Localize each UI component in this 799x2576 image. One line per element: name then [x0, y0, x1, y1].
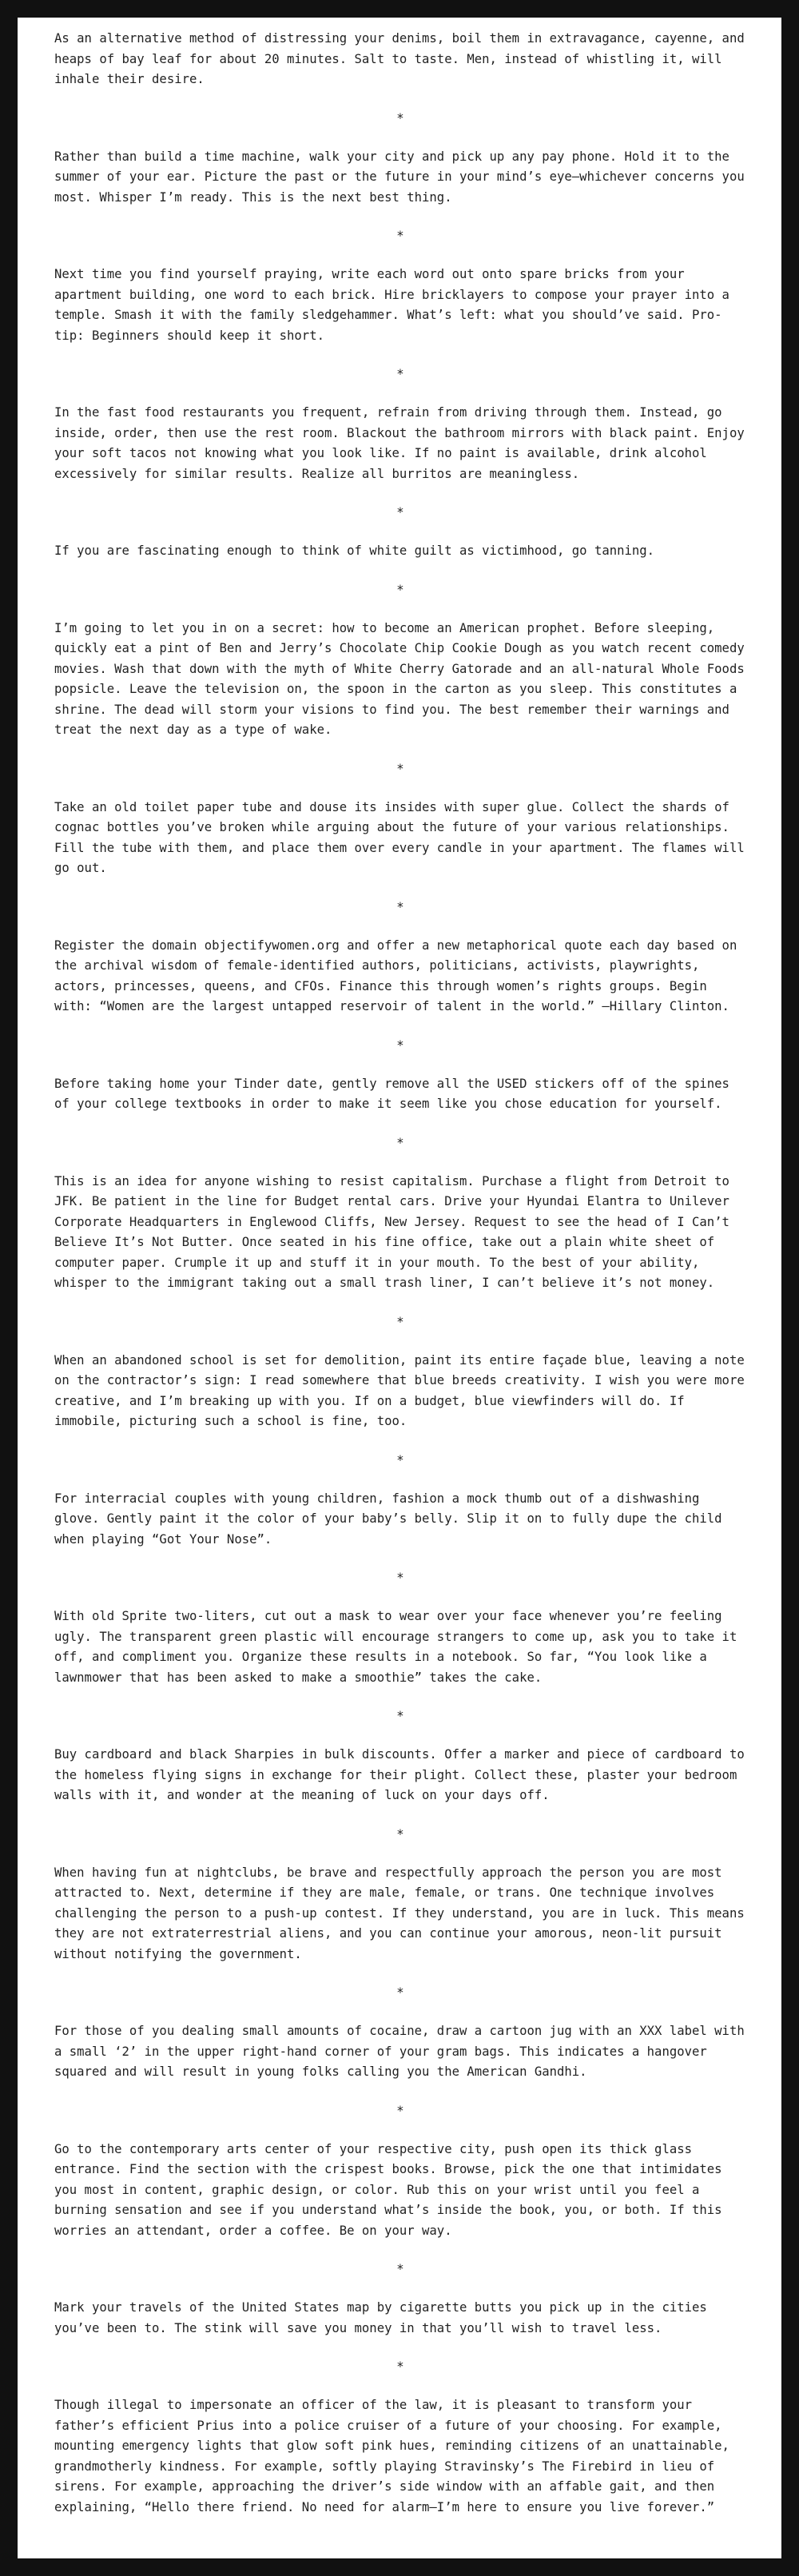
separator: * [396, 1037, 404, 1053]
entry: For interracial couples with young children, fashion a mock thumb out of a dishwashing glove. Gently paint it the color of your baby’s belly. Slip it on to fully dupe the child when playing “Got Your Nose”. [54, 1491, 722, 1547]
entry: This is an idea for anyone wishing to resist capitalism. Purchase a flight from Detroit to JFK. Be patient in the line for Budget rental cars. Drive your Hyundai Elantra to Unilever Corporate Headquarters in Englewood Cliffs, New Jersey. Request to see the head of I Can’t Believe It’s Not Butter. Once seated in his fine office, take out a plain white sheet of computer paper. Crumple it up and stuff it in your mouth. To the best of your ability, whisper to the immigrant taking out a small trash liner, I can’t believe it’s not money. [54, 1173, 729, 1290]
entry: When an abandoned school is set for demolition, paint its entire façade blue, leaving a note on the contractor’s sign: I read somewhere that blue breeds creativity. I wish you were more creative, and I’m breaking up with you. If on a budget, blue viewfinders will do. If immobile, picturing such a school is fine, too. [54, 1352, 745, 1428]
entry: In the fast food restaurants you frequent, refrain from driving through them. Instead, go inside, order, then use the rest room. Blackout the bathroom mirrors with black paint. Enjoy your soft tacos not knowing what you look like. If no paint is available, drink alcohol excessively for similar results. Realize all burritos are meaningless. [54, 405, 745, 481]
entry: I’m going to let you in on a secret: how to become an American prophet. Before sleeping, quickly eat a pint of Ben and Jerry’s Chocolate Chip Cookie Dough as you watch recent comedy movies. Wash that down with the myth of White Cherry Gatorade and an all-natural Whole Foods popsicle. Leave the television on, the spoon in the carton as you sleep. This constitutes a shrine. The dead will storm your visions to find you. The best remember their warnings and treat the next day as a type of wake. [54, 620, 745, 737]
separator: * [396, 582, 404, 597]
entry: Buy cardboard and black Sharpies in bulk discounts. Offer a marker and piece of cardboard to the homeless flying signs in exchange for their plight. Collect these, plaster your bedroom walls with it, and wonder at the meaning of luck on your days off. [54, 1747, 745, 1802]
separator: * [396, 2103, 404, 2118]
entry: Though illegal to impersonate an officer of the law, it is pleasant to transform your father’s efficient Prius into a police cruiser of a future of your choosing. For example, mounting emergency lights that glow soft pink hues, reminding citizens of an unattainable, grandmotherly kindness. For example, softly playing Stravinsky’s The Firebird in lieu of sirens. For example, approaching the driver’s side window with an affable gait, and then explaining, “Hello there friend. No need for alarm—I’m here to ensure you live forever.” [54, 2398, 729, 2514]
separator: * [396, 505, 404, 520]
entry: Register the domain objectifywomen.org and offer a new metaphorical quote each day based on the archival wisdom of female-identified authors, politicians, activists, playwrights, actors, princesses, queens, and CFOs. Finance this through women’s rights groups. Begin with: “Women are the largest untapped reservoir of talent in the world.” —Hillary Clinton. [54, 938, 737, 1013]
separator: * [396, 761, 404, 776]
entry: Next time you find yourself praying, write each word out onto spare bricks from your apartment building, one word to each brick. Hire bricklayers to compose your prayer into a temple. Smash it with the family sledgehammer. What’s left: what you should’ve said. Pro-tip: Beginners should keep it short. [54, 267, 729, 343]
separator: * [396, 1709, 404, 1723]
separator: * [396, 1571, 404, 1585]
separator: * [396, 1314, 404, 1329]
separator: * [396, 229, 404, 243]
separator: * [396, 1826, 404, 1841]
separator: * [396, 1985, 404, 2000]
separator: * [396, 2359, 404, 2374]
separator: * [396, 367, 404, 381]
separator: * [396, 1452, 404, 1467]
separator: * [396, 899, 404, 914]
separator: * [396, 110, 404, 125]
entry: With old Sprite two-liters, cut out a mask to wear over your face whenever you’re feeling ugly. The transparent green plastic will encourage strangers to come up, ask you to take it off, and compliment you. Organize these results in a notebook. So far, “You look like a lawnmower that has been asked to make a smoothie” takes the cake. [54, 1609, 737, 1685]
article-body [54, 29, 746, 2518]
entry: Go to the contemporary arts center of your respective city, push open its thick glass entrance. Find the section with the crispest books. Browse, pick the one that intimidates you most in content, graphic design, or color. Rub this on your wrist until you feel a burning sensation and see if you understand what’s inside the book, you, or both. If this worries an attendant, order a coffee. Be on your way. [54, 2141, 722, 2238]
entry: As an alternative method of distressing your denims, boil them in extravagance, cayenne, and heaps of bay leaf for about 20 minutes. Salt to taste. Men, instead of whistling it, will inhale their desire. [54, 31, 745, 86]
entry: If you are fascinating enough to think of white guilt as victimhood, go tanning. [54, 543, 655, 558]
entry: For those of you dealing small amounts of cocaine, draw a cartoon jug with an XXX label with a small ‘2’ in the upper right-hand corner of your gram bags. This indicates a hangover squared and will result in young folks calling you the American Gandhi. [54, 2024, 745, 2079]
entry: Take an old toilet paper tube and douse its insides with super glue. Collect the shards of cognac bottles you’ve broken while arguing about the future of your various relationships. Fill the tube with them, and place them over every candle in your apartment. The flames will go out. [54, 799, 745, 875]
entry: Before taking home your Tinder date, gently remove all the USED stickers off of the spines of your college textbooks in order to make it seem like you chose education for yourself. [54, 1076, 729, 1111]
separator: * [396, 2262, 404, 2276]
entry: When having fun at nightclubs, be brave and respectfully approach the person you are most attracted to. Next, determine if they are male, female, or trans. One technique involves challenging the person to a push-up contest. If they understand, you are in luck. This means they are not extraterrestrial aliens, and you can continue your amorous, neon-lit pursuit without notifying the government. [54, 1865, 745, 1961]
entry: Rather than build a time machine, walk your city and pick up any pay phone. Hold it to the summer of your ear. Picture the past or the future in your mind’s eye—whichever concerns you most. Whisper I’m ready. This is the next best thing. [54, 149, 745, 205]
entry: Mark your travels of the United States map by cigarette butts you pick up in the cities you’ve been to. The stink will save you money in that you’ll wish to travel less. [54, 2300, 707, 2335]
separator: * [396, 1135, 404, 1150]
